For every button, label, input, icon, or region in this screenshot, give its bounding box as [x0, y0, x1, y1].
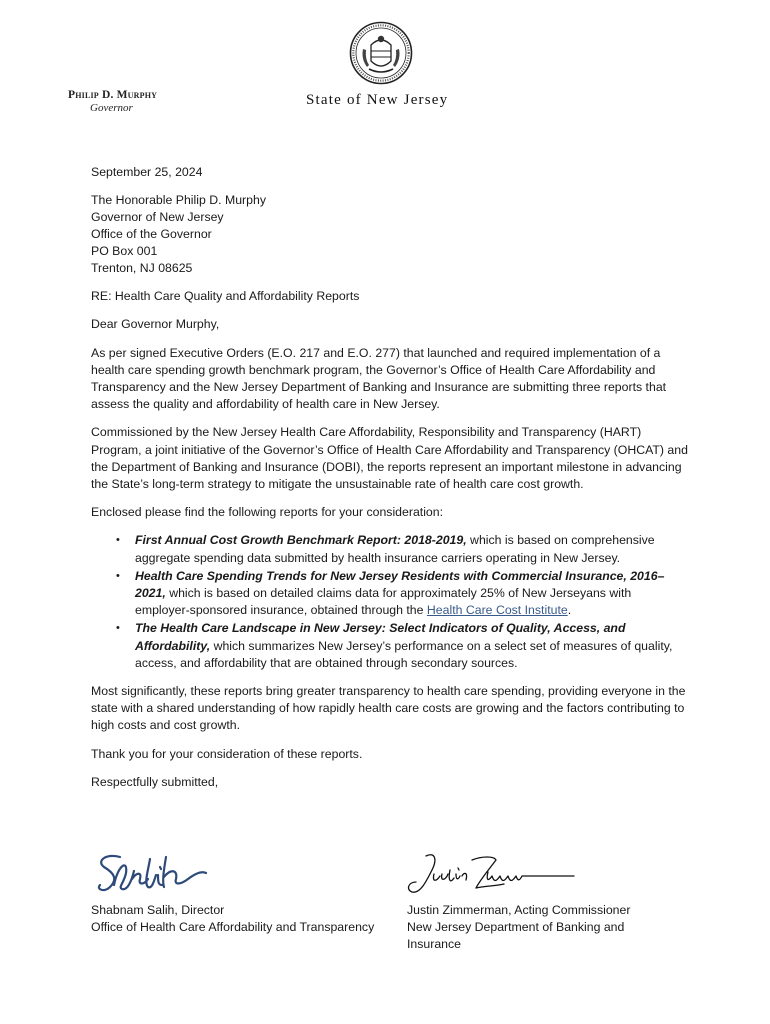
bullet-icon: • — [116, 622, 120, 635]
report-title: First Annual Cost Growth Benchmark Report: 2018-2019, — [135, 533, 467, 548]
paragraph-enclosed: Enclosed please find the following reports for your consideration: — [91, 505, 444, 520]
paragraph-hart-program: Commissioned by the New Jersey Health Care Affordability, Responsibility and Transparency (HART) Program, a joint initiative of the Governor’s Office of Health Care Affordability and Transparency (OHCAT) and the Department of Banking and Insurance (DOBI), the reports represent an important milestone in advancing the State’s long-term strategy to mitigate the unsustainable rate of health care cost growth. — [91, 425, 688, 492]
signatory-right-org: New Jersey Department of Banking and — [407, 920, 625, 935]
nj-state-seal-icon — [349, 21, 413, 85]
signatory-right-org: Insurance — [407, 937, 462, 952]
signatory-left-name: Shabnam Salih, Director — [91, 903, 225, 917]
recipient-line: Governor of New Jersey — [91, 210, 224, 225]
signature-salih-icon — [92, 845, 212, 897]
bullet-icon: • — [116, 569, 120, 582]
report-title: The Health Care Landscape in New Jersey: Select Indicators of Quality, Access, and Affordability, — [135, 621, 626, 653]
state-title: State of New Jersey — [306, 92, 449, 108]
list-item — [91, 620, 689, 672]
report-description: which is based on comprehensive aggregate spending data submitted by health insurance carriers operating in New Jersey. — [135, 533, 655, 565]
paragraph-thanks: Thank you for your consideration of these reports. — [91, 746, 363, 761]
subject-line: RE: Health Care Quality and Affordability Reports — [91, 289, 360, 304]
report-description: which is based on detailed claims data for approximately 25% of New Jerseyans with employer-sponsored insurance, obtained through the — [135, 586, 632, 618]
signatory-left — [91, 902, 374, 936]
report-description: which summarizes New Jersey’s performance on a select set of measures of quality, access, and affordability that are obtained through secondary sources. — [135, 638, 673, 670]
governor-block — [68, 89, 157, 114]
report-description-end: . — [567, 603, 572, 618]
recipient-line: The Honorable Philip D. Murphy — [91, 193, 266, 208]
closing: Respectfully submitted, — [91, 774, 219, 789]
recipient-line: PO Box 001 — [91, 244, 158, 259]
list-item — [91, 568, 689, 620]
report-title: Health Care Spending Trends for New Jersey Residents with Commercial Insurance, 2016–2021, — [135, 568, 665, 601]
list-item — [91, 532, 689, 566]
signature-zimmerman-icon — [404, 848, 576, 902]
health-care-cost-institute-link[interactable]: Health Care Cost Institute — [426, 603, 568, 618]
recipient-line: Trenton, NJ 08625 — [91, 261, 193, 276]
report-list — [91, 532, 689, 672]
governor-title: Governor — [90, 102, 133, 114]
paragraph-transparency: Most significantly, these reports bring greater transparency to health care spending, providing everyone in the state with a shared understanding of how rapidly health care costs are growing and the factors contributing to high costs and cost growth. — [91, 684, 686, 733]
paragraph-executive-orders: As per signed Executive Orders (E.O. 217 and E.O. 277) that launched and required implementation of a health care spending growth benchmark program, the Governor’s Office of Health Care Affordability and Transparency and the New Jersey Department of Banking and Insurance are submitting three reports that assess the quality and affordability of health care in New Jersey. — [91, 345, 667, 412]
salutation: Dear Governor Murphy, — [91, 317, 220, 332]
signatory-right — [407, 902, 647, 954]
letter-body — [91, 164, 689, 802]
recipient-address — [91, 192, 689, 277]
signatory-right-name: Justin Zimmerman, Acting Commissioner — [407, 903, 631, 917]
bullet-icon: • — [116, 534, 120, 547]
letter-date: September 25, 2024 — [91, 165, 203, 179]
governor-name: Philip D. Murphy — [68, 89, 158, 101]
signatory-left-org: Office of Health Care Affordability and Transparency — [91, 920, 375, 935]
recipient-line: Office of the Governor — [91, 227, 212, 242]
